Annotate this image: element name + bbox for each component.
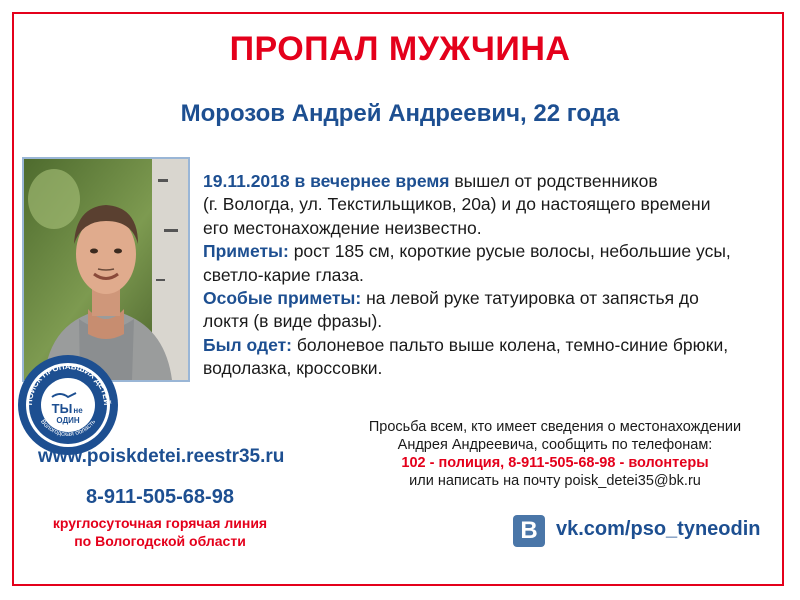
hotline-phone[interactable]: 8-911-505-68-98 [86, 486, 234, 508]
logo-center-bottom: ОДИН [56, 416, 80, 425]
organization-logo [16, 353, 120, 457]
poster-title: ПРОПАЛ МУЖЧИНА [229, 30, 571, 68]
vk-link[interactable]: vk.com/pso_tyneodin [556, 518, 761, 540]
clothes-label: Был одет: [203, 334, 292, 355]
logo-ring-region: Вологодская область [38, 418, 97, 438]
disappearance-date: 19.11.2018 в вечернее время [203, 171, 450, 191]
clothes-text: водолазка, кроссовки. [203, 358, 383, 379]
logo-center-top: ТЫ [51, 401, 73, 416]
appeal-email: или написать на почту poisk_detei35@bk.ru [409, 473, 701, 489]
clothes-text: болоневое пальто выше колена, темно-синие брюки, [291, 334, 729, 355]
hotline-caption-line: по Вологодской области [74, 533, 246, 549]
hotline-caption-line: круглосуточная горячая линия [52, 515, 268, 531]
hotline-caption [0, 514, 320, 550]
appeal-text: Просьба всем, кто имеет сведения о местонахождении [368, 419, 742, 435]
circumstance-text: его местонахождение неизвестно. [203, 217, 482, 238]
website-link[interactable]: www.poiskdetei.reestr35.ru [38, 446, 285, 467]
person-name: Морозов Андрей Андреевич, 22 года [180, 100, 620, 127]
logo-center-small: не [73, 406, 83, 415]
circumstance-text: вышел от родственников [449, 171, 658, 191]
description [203, 170, 783, 381]
logo-ring-text: ПОИСК ПРОПАВШИХ ДЕТЕЙ [24, 361, 112, 406]
signs-text: рост 185 см, короткие русые волосы, небольшие усы, [288, 241, 731, 262]
circumstance-text: (г. Вологда, ул. Текстильщиков, 20а) и до настоящего времени [203, 194, 711, 215]
special-signs-text: на левой руке татуировка от запястья до [361, 288, 699, 309]
appeal-block [320, 418, 790, 490]
appeal-phones: 102 - полиция, 8-911-505-68-98 - волонтеры [401, 455, 709, 471]
appeal-text: Андрея Андреевича, сообщить по телефонам: [397, 437, 713, 453]
special-signs-label: Особые приметы: [203, 288, 362, 309]
signs-text: светло-карие глаза. [203, 264, 364, 285]
signs-label: Приметы: [203, 241, 289, 262]
special-signs-text: локтя (в виде фразы). [203, 311, 383, 332]
vk-icon: В [513, 515, 545, 547]
person-photo [22, 157, 190, 382]
